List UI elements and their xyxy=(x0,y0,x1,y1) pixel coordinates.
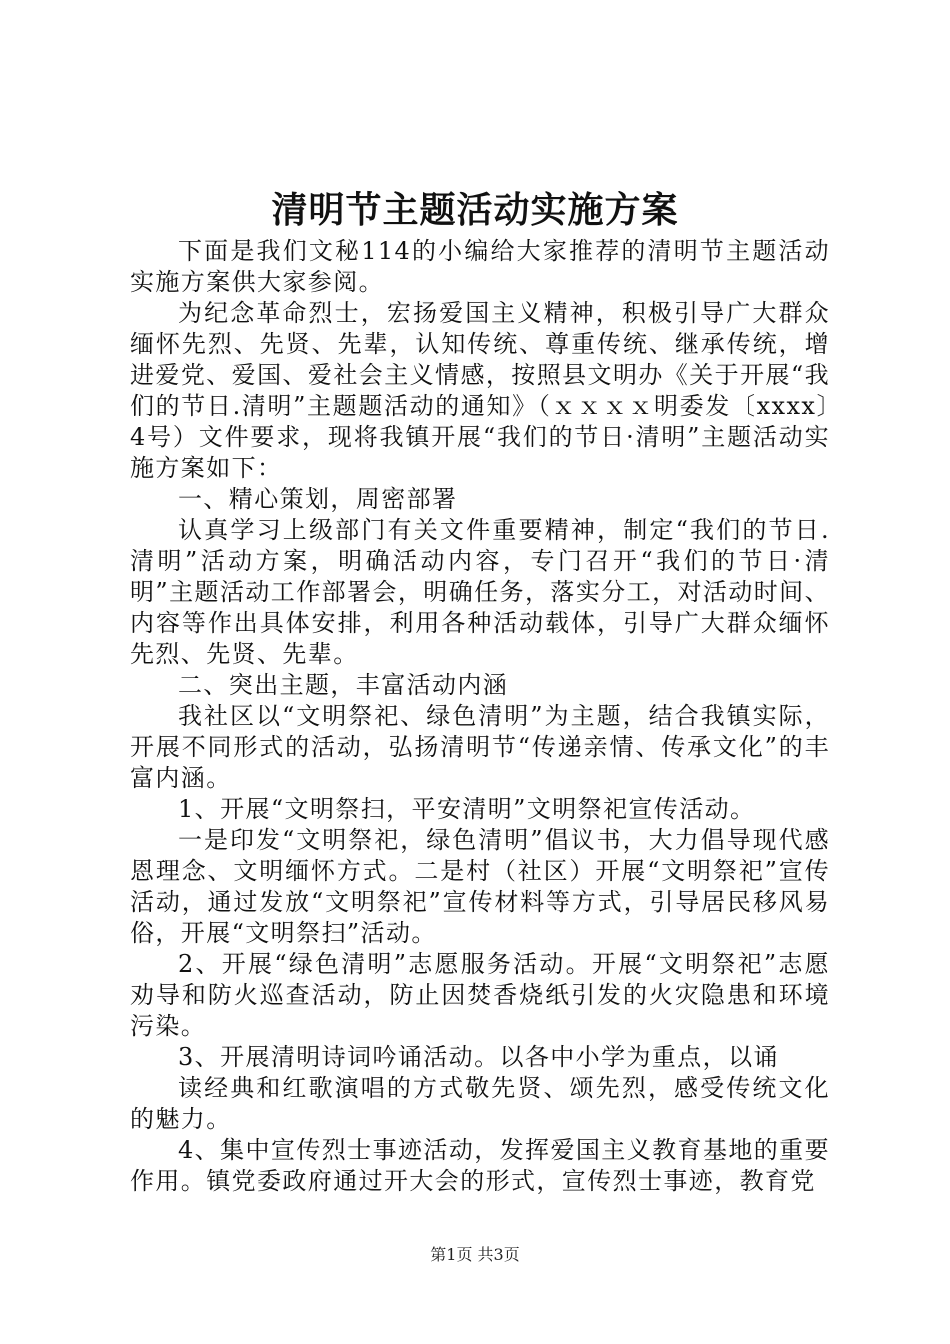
document-body xyxy=(130,236,830,1197)
activity-4-paragraph: 4、集中宣传烈士事迹活动，发挥爱国主义教育基地的重要作用。镇党委政府通过开大会的形式，宣传烈士事迹，教育党 xyxy=(130,1136,830,1195)
activity-1-paragraph: 一是印发“文明祭祀，绿色清明”倡议书，大力倡导现代感恩理念、文明缅怀方式。二是村（社区）开展“文明祭祀”宣传活动，通过发放“文明祭祀”宣传材料等方式，引导居民移风易俗，开展“文明祭扫”活动。 xyxy=(130,826,830,947)
section-heading-2: 二、突出主题，丰富活动内涵 xyxy=(178,671,509,699)
page-number-footer: 第1页 共3页 xyxy=(430,1245,520,1264)
purpose-paragraph: 为纪念革命烈士，宏扬爱国主义精神，积极引导广大群众缅怀先烈、先贤、先辈，认知传统、尊重传统、继承传统，增进爱党、爱国、爱社会主义情感，按照县文明办《关于开展“我们的节日.清明”主题题活动的通知》（ｘｘｘｘ明委发〔xxxx〕4号）文件要求，现将我镇开展“我们的节日·清明”主题活动实施方案如下： xyxy=(130,299,830,482)
section-1-paragraph: 认真学习上级部门有关文件重要精神，制定“我们的节日.清明”活动方案，明确活动内容，专门召开“我们的节日·清明”主题活动工作部署会，明确任务，落实分工，对活动时间、内容等作出具体安排，利用各种活动载体，引导广大群众缅怀先烈、先贤、先辈。 xyxy=(130,516,830,668)
intro-paragraph: 下面是我们文秘114的小编给大家推荐的清明节主题活动实施方案供大家参阅。 xyxy=(130,237,830,296)
document-title: 清明节主题活动实施方案 xyxy=(271,189,679,231)
section-2-paragraph: 我社区以“文明祭祀、绿色清明”为主题，结合我镇实际，开展不同形式的活动，弘扬清明节“传递亲情、传承文化”的丰富内涵。 xyxy=(130,702,830,792)
activity-1-heading: 1、开展“文明祭扫，平安清明”文明祭祀宣传活动。 xyxy=(178,795,756,823)
activity-3-continued: 读经典和红歌演唱的方式敬先贤、颂先烈，感受传统文化的魅力。 xyxy=(130,1074,830,1133)
activity-3-paragraph: 3、开展清明诗词吟诵活动。以各中小学为重点，以诵 xyxy=(178,1043,779,1071)
activity-2-paragraph: 2、开展“绿色清明”志愿服务活动。开展“文明祭祀”志愿劝导和防火巡查活动，防止因焚香烧纸引发的火灾隐患和环境污染。 xyxy=(130,950,830,1040)
section-heading-1: 一、精心策划，周密部署 xyxy=(178,485,458,513)
